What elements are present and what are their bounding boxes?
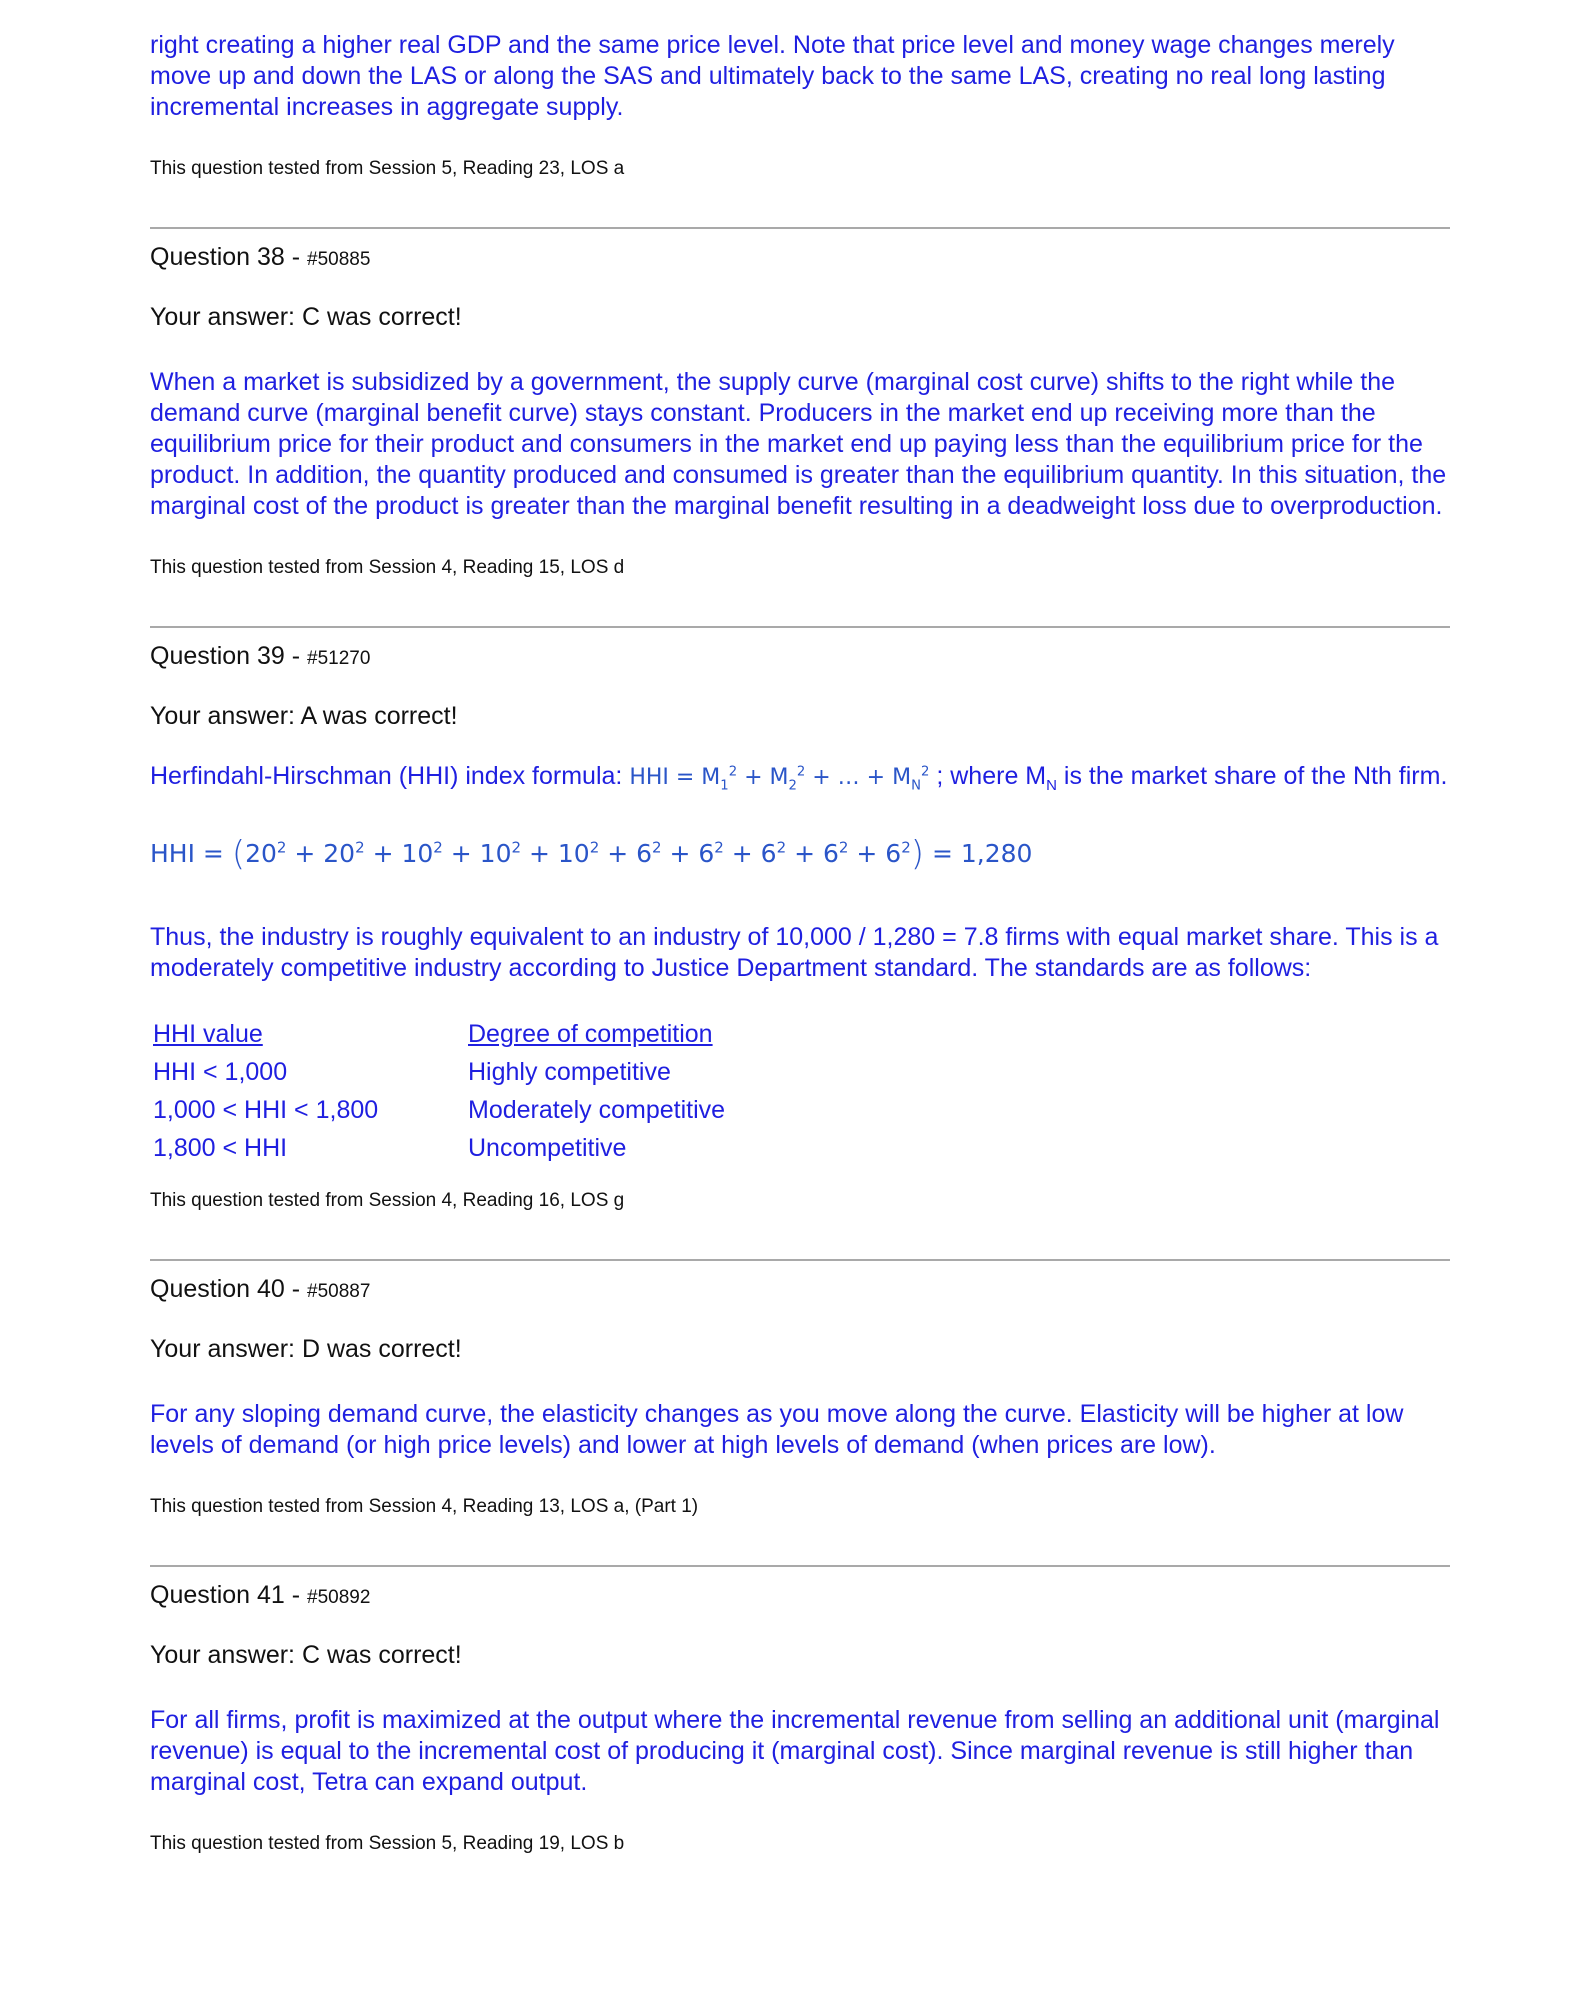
q40-title: Question 40 - [150, 1275, 308, 1303]
formula-tail: ; where M [936, 762, 1047, 790]
table-row [150, 1058, 725, 1096]
hhi-calculation: HHI = $(20^2 + 20^2 + 10^2 + 10^2 + 10^2 + 6^2 + 6^2 + 6^2 + 6^2 + 6^2) = 1,280$ [150, 834, 1033, 874]
q41-heading [150, 1581, 1450, 1610]
q37-tested-from: This question tested from Session 5, Reading 23, LOS a [150, 158, 625, 179]
q41-id: #50892 [307, 1587, 371, 1608]
q40-tested-from: This question tested from Session 4, Reading 13, LOS a, (Part 1) [150, 1496, 699, 1517]
q38-title: Question 38 - [150, 243, 308, 271]
q40-answer: Your answer: D was correct! [150, 1335, 462, 1363]
q39-title: Question 39 - [150, 642, 308, 670]
q38-tested-from: This question tested from Session 4, Reading 15, LOS d [150, 557, 625, 578]
formula-tail-end: is the market share of the Nth firm. [1056, 762, 1448, 790]
table-cell: 1,800 < HHI [153, 1134, 288, 1162]
q40-id: #50887 [307, 1281, 371, 1302]
hhi-formula: HHI = $M_1^2 + M_2^2$ + … + $M_N^2$ [629, 764, 930, 794]
table-header: Degree of competition [468, 1020, 713, 1048]
content-column [150, 30, 1450, 1855]
q38-heading [150, 243, 1450, 272]
q41-tested-from: This question tested from Session 5, Reading 19, LOS b [150, 1833, 625, 1854]
q38-answer: Your answer: C was correct! [150, 303, 462, 331]
table-cell: Highly competitive [468, 1058, 671, 1086]
table-cell: Moderately competitive [468, 1096, 726, 1124]
table-cell: HHI < 1,000 [153, 1058, 288, 1086]
q39-explanation: Thus, the industry is roughly equivalent to an industry of 10,000 / 1,280 = 7.8 firms with equal market share. This is a moderately competitive industry according to Justice Department standard. The standards are as follows: [150, 923, 1439, 982]
q41-answer: Your answer: C was correct! [150, 1641, 462, 1669]
q39-tested-from: This question tested from Session 4, Reading 16, LOS g [150, 1190, 625, 1211]
q39-id: #51270 [307, 648, 371, 669]
formula-subscript: N [1046, 777, 1057, 794]
hhi-formula-line [150, 762, 1450, 794]
table-cell: Uncompetitive [468, 1134, 627, 1162]
q39-heading [150, 642, 1450, 671]
calc-prefix: HHI = [150, 839, 232, 868]
q37-explanation-tail: right creating a higher real GDP and the same price level. Note that price level and money wage changes merely move up and down the LAS or along the SAS and ultimately back to the same LAS, creating no real long lasting incremental increases in aggregate supply. [150, 31, 1395, 121]
table-row [150, 1134, 725, 1172]
table-header: HHI value [153, 1020, 263, 1048]
q39-answer: Your answer: A was correct! [150, 702, 458, 730]
calc-result: = 1,280 [924, 839, 1033, 868]
q41-title: Question 41 - [150, 1581, 308, 1609]
table-cell: 1,000 < HHI < 1,800 [153, 1096, 379, 1124]
hhi-standards-table [150, 1020, 725, 1172]
q40-heading [150, 1275, 1450, 1304]
q38-explanation: When a market is subsidized by a government, the supply curve (marginal cost curve) shifts to the right while the demand curve (marginal benefit curve) stays constant. Producers in the market end up receiving more than the equilibrium price for their product and consumers in the market end up paying less than the equilibrium price for the product. In addition, the quantity produced and consumed is greater than the equilibrium quantity. In this situation, the marginal cost of the product is greater than the marginal benefit resulting in a deadweight loss due to overproduction. [150, 368, 1447, 520]
q41-explanation: For all firms, profit is maximized at the output where the incremental revenue from selling an additional unit (marginal revenue) is equal to the incremental cost of producing it (marginal cost). Since marginal revenue is still higher than marginal cost, Tetra can expand output. [150, 1706, 1440, 1796]
q38-id: #50885 [307, 249, 371, 270]
table-row [150, 1096, 725, 1134]
table-header-row [150, 1020, 725, 1058]
formula-intro: Herfindahl-Hirschman (HHI) index formula: [150, 762, 630, 790]
q40-explanation: For any sloping demand curve, the elasticity changes as you move along the curve. Elasticity will be higher at low levels of demand (or high price levels) and lower at high levels of demand (when prices are low). [150, 1400, 1404, 1459]
